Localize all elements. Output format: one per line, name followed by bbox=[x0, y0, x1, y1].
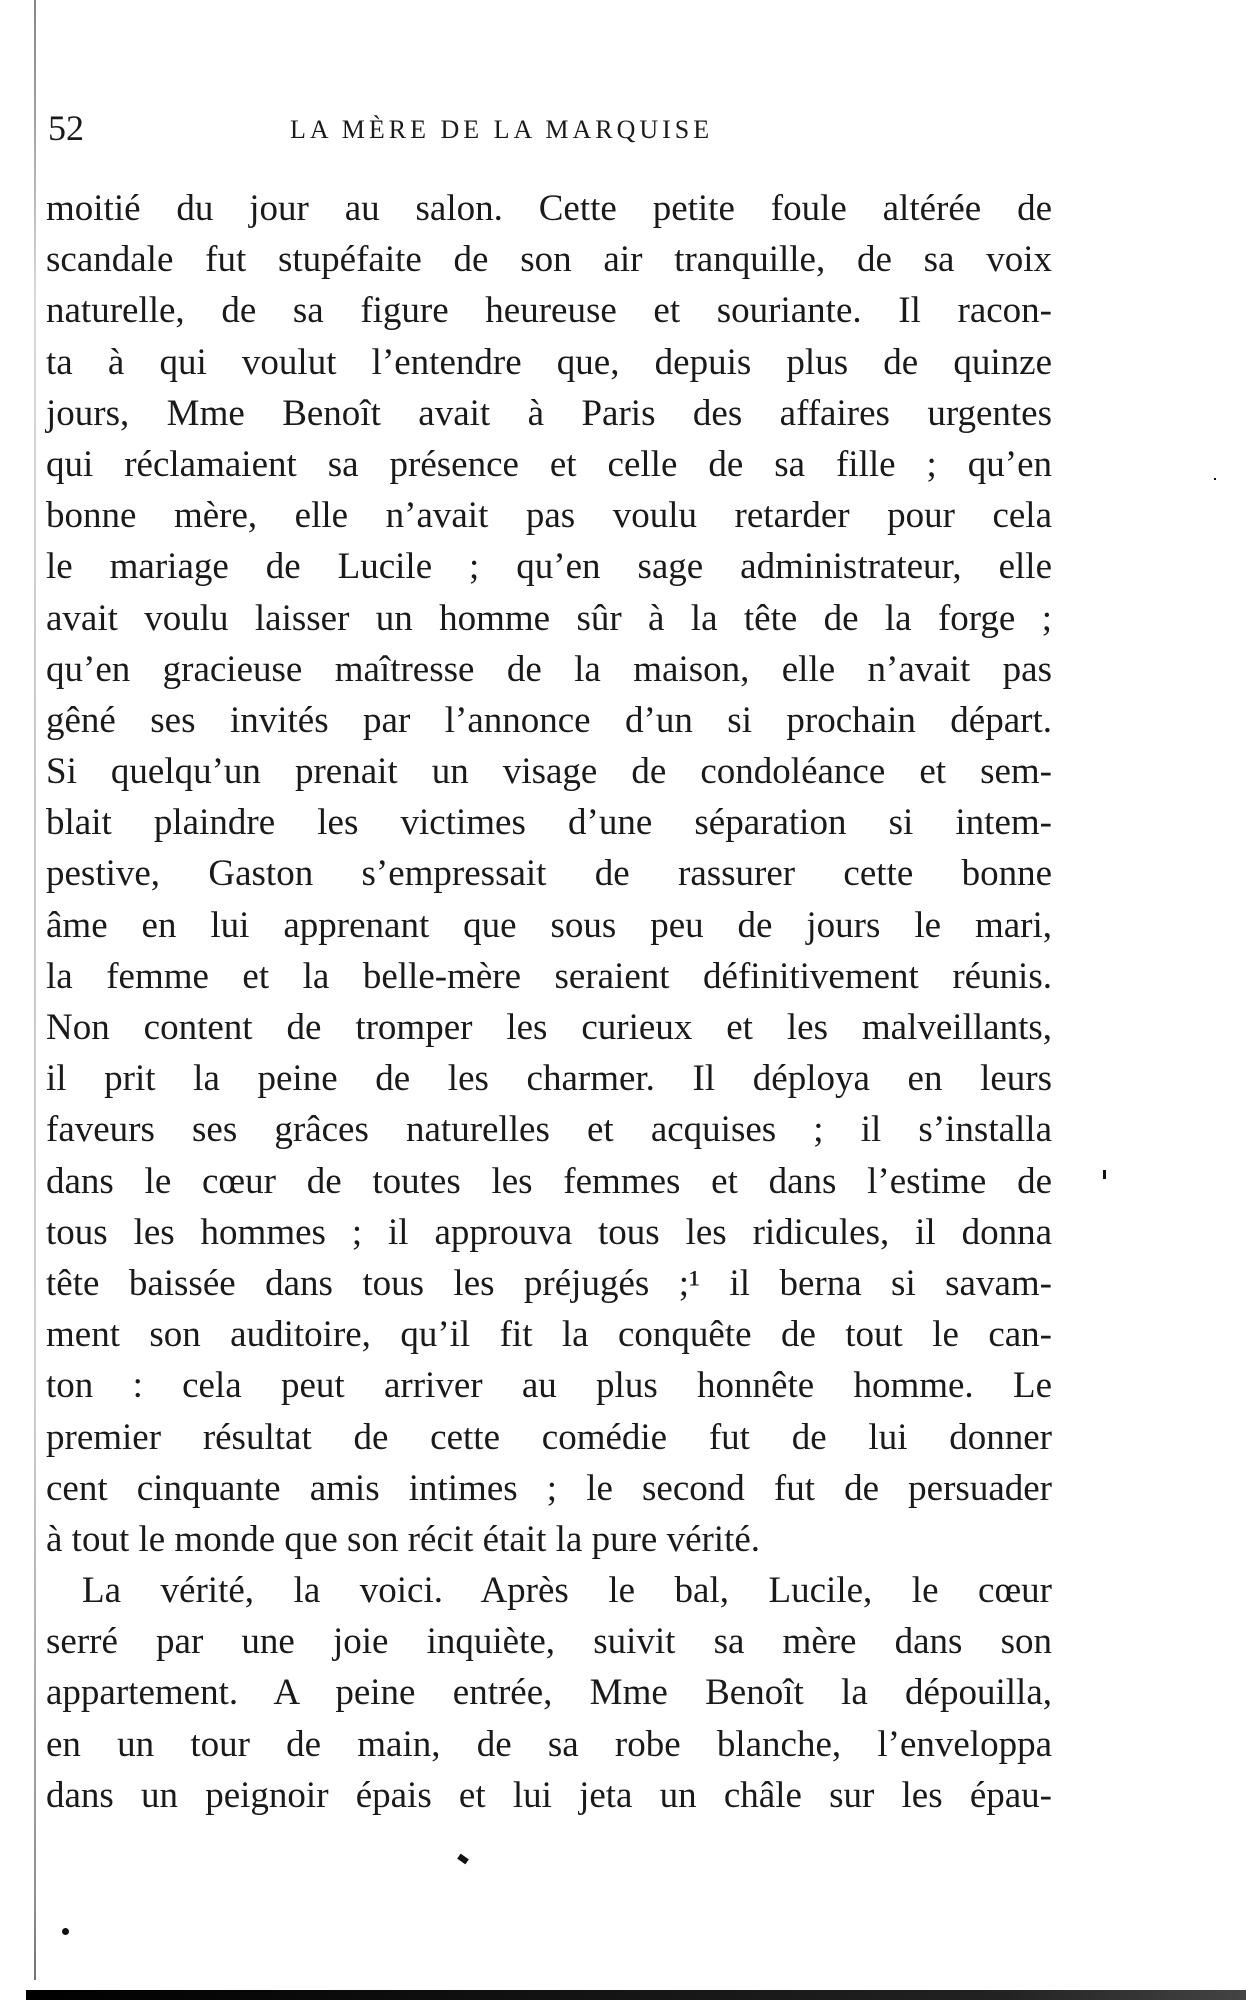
text-line: jours, Mme Benoît avait à Paris des affaires urgentes bbox=[46, 392, 1052, 434]
text-line: ton : cela peut arriver au plus honnête homme. Le bbox=[46, 1365, 1052, 1407]
scan-speck bbox=[1214, 478, 1216, 480]
text-line: gêné ses invités par l’annonce d’un si prochain départ. bbox=[46, 699, 1052, 741]
text-line: tête baissée dans tous les préjugés ;¹ il berna si savam- bbox=[46, 1262, 1052, 1304]
text-line: dans un peignoir épais et lui jeta un châle sur les épau- bbox=[46, 1774, 1052, 1816]
text-line: blait plaindre les victimes d’une séparation si intem- bbox=[46, 802, 1052, 844]
paragraph-2 bbox=[46, 1565, 1052, 1821]
text-line: appartement. A peine entrée, Mme Benoît la dépouilla, bbox=[46, 1672, 1052, 1714]
running-head bbox=[40, 108, 1050, 148]
text-line: scandale fut stupéfaite de son air tranquille, de sa voix bbox=[46, 239, 1052, 281]
scan-speck bbox=[1103, 1170, 1106, 1179]
text-line: avait voulu laisser un homme sûr à la tête de la forge ; bbox=[46, 597, 1052, 639]
text-line: il prit la peine de les charmer. Il déploya en leurs bbox=[46, 1058, 1052, 1100]
scan-speck bbox=[62, 1928, 69, 1935]
text-line: cent cinquante amis intimes ; le second fut de persuader bbox=[46, 1467, 1052, 1509]
text-line: bonne mère, elle n’avait pas voulu retarder pour cela bbox=[46, 495, 1052, 537]
text-line: pestive, Gaston s’empressait de rassurer cette bonne bbox=[46, 853, 1052, 895]
text-line: Non content de tromper les curieux et les malveillants, bbox=[46, 1007, 1052, 1048]
text-line: Si quelqu’un prenait un visage de condoléance et sem- bbox=[46, 751, 1052, 793]
text-line: ment son auditoire, qu’il fit la conquête de tout le can- bbox=[46, 1314, 1052, 1356]
text-line: premier résultat de cette comédie fut de lui donner bbox=[46, 1416, 1052, 1458]
binding-edge bbox=[34, 0, 36, 1980]
text-line: La vérité, la voici. Après le bal, Lucile, le cœur bbox=[82, 1570, 1052, 1612]
page-number: 52 bbox=[48, 108, 84, 148]
scan-speck bbox=[457, 1854, 469, 1865]
text-line: la femme et la belle-mère seraient définitivement réunis. bbox=[46, 955, 1052, 997]
text-line: à tout le monde que son récit était la pure vérité. bbox=[46, 1518, 761, 1560]
running-title: LA MÈRE DE LA MARQUISE bbox=[290, 115, 714, 144]
text-line: tous les hommes ; il approuva tous les ridicules, il donna bbox=[46, 1211, 1052, 1253]
text-line: dans le cœur de toutes les femmes et dans l’estime de bbox=[46, 1160, 1052, 1202]
text-line: naturelle, de sa figure heureuse et souriante. Il racon- bbox=[46, 290, 1052, 332]
text-line: faveurs ses grâces naturelles et acquises ; il s’installa bbox=[46, 1109, 1052, 1151]
text-line: qui réclamaient sa présence et celle de sa fille ; qu’en bbox=[46, 443, 1052, 485]
text-line: moitié du jour au salon. Cette petite foule altérée de bbox=[46, 188, 1052, 229]
text-line: serré par une joie inquiète, suivit sa mère dans son bbox=[46, 1621, 1052, 1663]
paragraph-1 bbox=[46, 183, 1052, 1565]
body-text bbox=[46, 183, 1052, 1821]
text-line: en un tour de main, de sa robe blanche, l’enveloppa bbox=[46, 1723, 1052, 1765]
text-line: ta à qui voulut l’entendre que, depuis plus de quinze bbox=[46, 341, 1052, 383]
scan-bottom-edge bbox=[26, 1990, 1246, 2000]
text-line: qu’en gracieuse maîtresse de la maison, elle n’avait pas bbox=[46, 648, 1052, 690]
text-line: âme en lui apprenant que sous peu de jours le mari, bbox=[46, 904, 1052, 946]
text-line: le mariage de Lucile ; qu’en sage administrateur, elle bbox=[46, 546, 1052, 588]
